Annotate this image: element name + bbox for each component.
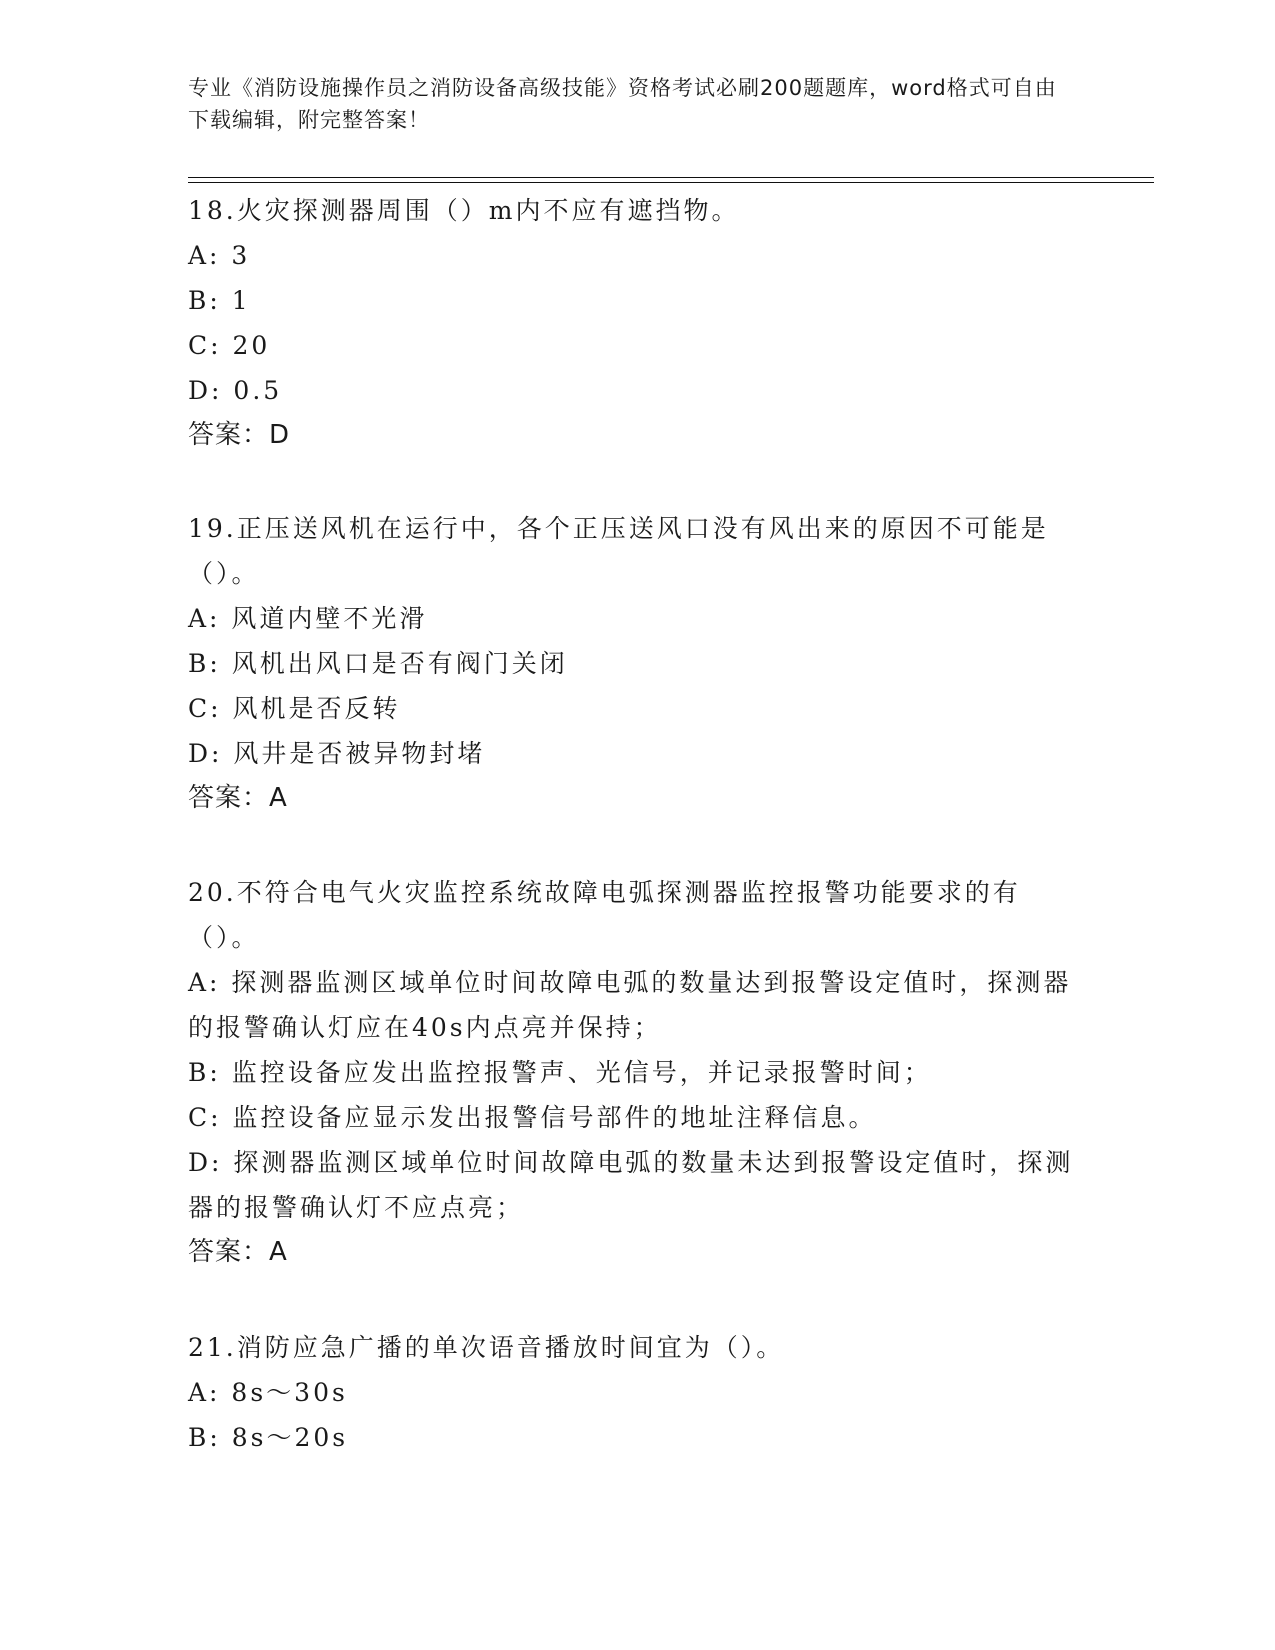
option-a: A: 探测器监测区域单位时间故障电弧的数量达到报警设定值时，探测器的报警确认灯应在40s内点亮并保持； (188, 968, 1072, 1042)
option-d: D: 探测器监测区域单位时间故障电弧的数量未达到报警设定值时，探测器的报警确认灯不应点亮； (188, 1148, 1074, 1222)
option-b: B: 监控设备应发出监控报警声、光信号，并记录报警时间； (188, 1058, 932, 1087)
question-21 (188, 1325, 1078, 1460)
question-19 (188, 506, 1078, 821)
option-d: D: 0.5 (188, 376, 283, 405)
header-divider-line (188, 177, 1154, 178)
question-18 (188, 188, 1078, 458)
answer: 答案：A (188, 783, 288, 813)
option-a: A: 风道内壁不光滑 (188, 604, 428, 633)
question-stem: 20.不符合电气火灾监控系统故障电弧探测器监控报警功能要求的有（）。 (188, 878, 1021, 952)
option-b: B: 8s～20s (188, 1423, 349, 1452)
option-d: D: 风井是否被异物封堵 (188, 739, 486, 768)
question-stem: 18.火灾探测器周围（）m内不应有遮挡物。 (188, 196, 740, 225)
option-a: A: 8s～30s (188, 1378, 348, 1407)
option-b: B: 1 (188, 286, 251, 315)
option-b: B: 风机出风口是否有阀门关闭 (188, 649, 568, 678)
header-divider-line-second (188, 182, 1154, 183)
document-header: 专业《消防设施操作员之消防设备高级技能》资格考试必刷200题题库，word格式可自由下载编辑，附完整答案！ (188, 76, 1057, 132)
answer: 答案：A (188, 1237, 288, 1267)
option-c: C: 监控设备应显示发出报警信号部件的地址注释信息。 (188, 1103, 877, 1132)
answer: 答案：D (188, 420, 291, 450)
option-a: A: 3 (188, 241, 251, 270)
option-c: C: 20 (188, 331, 271, 360)
option-c: C: 风机是否反转 (188, 694, 401, 723)
question-20 (188, 870, 1078, 1275)
question-stem: 21.消防应急广播的单次语音播放时间宜为（）。 (188, 1333, 785, 1362)
question-stem: 19.正压送风机在运行中，各个正压送风口没有风出来的原因不可能是（）。 (188, 514, 1049, 588)
